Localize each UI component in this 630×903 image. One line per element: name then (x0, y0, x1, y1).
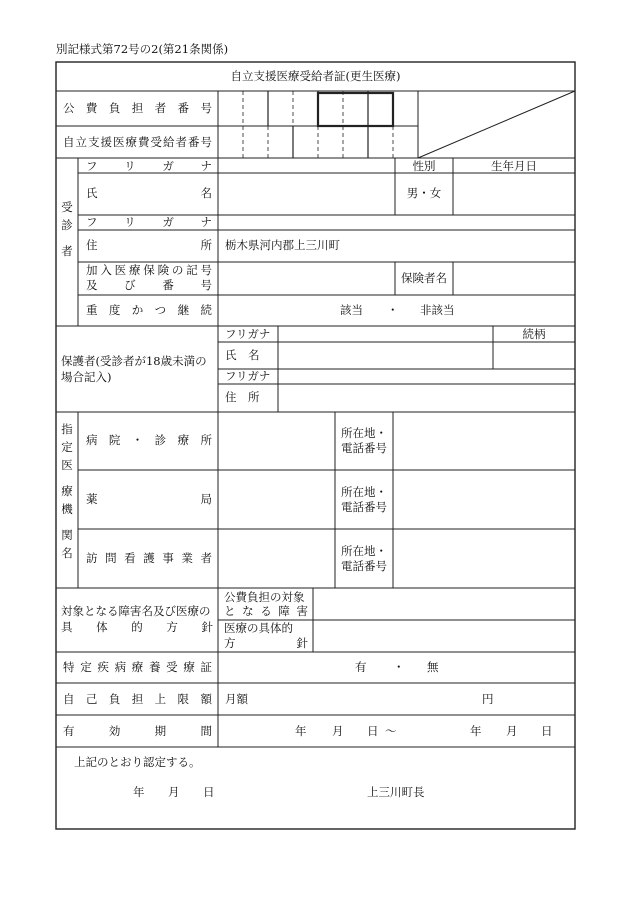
mayor-signature: 上三川町長 (367, 785, 425, 799)
birthdate-header: 生年月日 (491, 159, 537, 173)
sex-value[interactable]: 男・女 (406, 186, 442, 200)
yen-label: 円 (482, 692, 494, 706)
certify-year: 年 (133, 785, 145, 799)
validity-start-month: 月 (332, 724, 344, 738)
specific-disease-label: 特 定 疾 病 療 養 受 療 証 (63, 660, 212, 674)
hospital-location-line2: 電話番号 (341, 441, 387, 455)
validity-end-day: 日 (541, 724, 553, 738)
validity-start-day: 日 (367, 724, 379, 738)
pharmacy-label: 薬 局 (86, 492, 212, 506)
validity-start-year: 年 (295, 724, 307, 738)
recipient-number-label: 自 立 支 援 医 療 費 受 給 者 番 号 (63, 135, 212, 149)
no-option[interactable]: 無 (427, 660, 439, 674)
guardian-address-furigana-label: フリガナ (225, 369, 271, 383)
home-nursing-label: 訪 問 看 護 事 業 者 (86, 551, 212, 565)
sex-header: 性別 (412, 159, 436, 173)
yes-option[interactable]: 有 (355, 660, 367, 674)
target-disability-line1: 公費負担の対象 (224, 590, 305, 604)
pharmacy-location-line2: 電話番号 (341, 500, 387, 514)
certify-month: 月 (168, 785, 180, 799)
guardian-furigana-label: フリガナ (225, 327, 271, 341)
guardian-section-line2: 場合記入) (61, 370, 112, 384)
nursing-location-line2: 電話番号 (341, 559, 387, 573)
applicable-separator: ・ (387, 303, 399, 317)
yes-no-separator: ・ (393, 660, 405, 674)
insurance-label-line2: 及 び 番 号 (86, 278, 212, 292)
severe-continuous-label: 重 度 か つ 継 続 (86, 303, 212, 317)
treatment-plan-line2: 方 針 (224, 636, 308, 650)
insurance-label-line1: 加 入 医 療 保 険 の 記 号 (86, 263, 212, 277)
institution-section-label: 指 定 医 療 機 関 名 (61, 422, 73, 560)
guardian-section-line1: 保護者(受診者が18歳未満の (61, 354, 207, 368)
monthly-label: 月額 (225, 692, 248, 706)
copay-limit-label: 自 己 負 担 上 限 額 (63, 692, 212, 706)
applicable-option[interactable]: 該当 (340, 303, 363, 317)
hospital-clinic-label: 病 院 ・ 診 療 所 (86, 433, 212, 447)
insurer-name-label: 保険者名 (401, 271, 447, 285)
patient-address-value[interactable]: 栃木県河内郡上三川町 (225, 238, 340, 252)
patient-section-label: 受 診 者 (61, 200, 73, 258)
pharmacy-location-line1: 所在地・ (341, 485, 387, 499)
patient-name-label: 氏 名 (86, 186, 212, 200)
validity-end-month: 月 (506, 724, 518, 738)
address-furigana-label: フ リ ガ ナ (86, 215, 212, 229)
validity-tilde: ～ (385, 724, 397, 738)
guardian-address-label: 住 所 (225, 390, 260, 404)
nursing-location-line1: 所在地・ (341, 544, 387, 558)
not-applicable-option[interactable]: 非該当 (420, 303, 455, 317)
form-label: 別記様式第72号の2(第21条関係) (56, 42, 229, 56)
hospital-location-line1: 所在地・ (341, 426, 387, 440)
certification-statement: 上記のとおり認定する。 (74, 755, 201, 769)
guardian-name-label: 氏 名 (225, 348, 260, 362)
guardian-relationship-label: 続柄 (522, 327, 546, 341)
disability-label-line1: 対象となる障害名及び医療の (61, 604, 211, 618)
validity-end-year: 年 (470, 724, 482, 738)
validity-period-label: 有 効 期 間 (63, 724, 212, 738)
public-payer-number-label: 公 費 負 担 者 番 号 (63, 101, 212, 115)
disability-label-line2: 具 体 的 方 針 (61, 620, 213, 634)
patient-furigana-label: フ リ ガ ナ (86, 159, 212, 173)
certify-day: 日 (203, 785, 215, 799)
form-title: 自立支援医療受給者証(更生医療) (230, 69, 401, 83)
treatment-plan-line1: 医療の具体的 (224, 621, 293, 635)
patient-address-label: 住 所 (86, 238, 212, 252)
target-disability-line2: と な る 障 害 (224, 604, 308, 618)
